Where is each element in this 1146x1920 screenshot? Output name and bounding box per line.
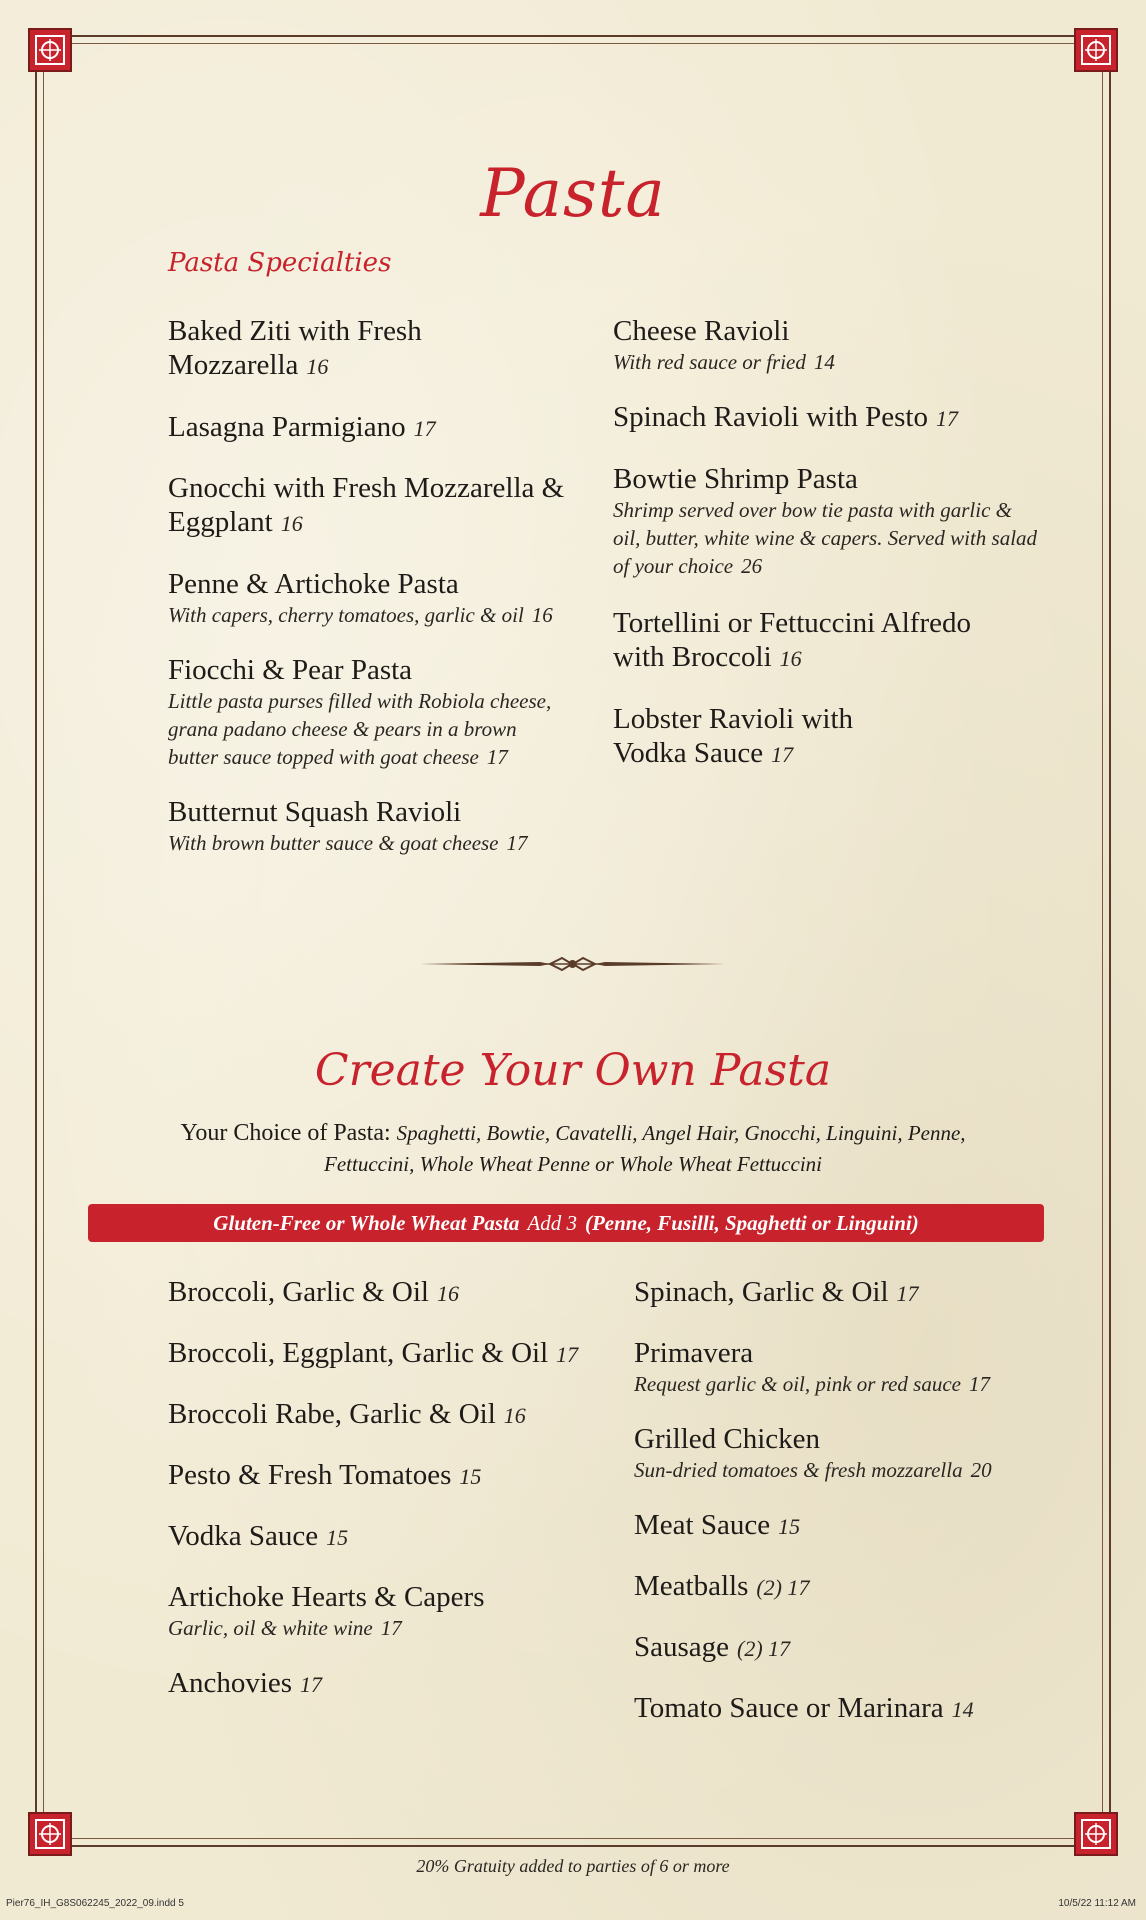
item-name: Penne & Artichoke Pasta [168, 568, 459, 600]
item-name: Tomato Sauce or Marinara [634, 1692, 944, 1724]
item-name: Spinach, Garlic & Oil [634, 1276, 889, 1308]
menu-item [613, 400, 1053, 436]
menu-item [634, 1422, 1054, 1484]
item-name: Bowtie Shrimp Pasta [613, 463, 858, 495]
choice-list: Spaghetti, Bowtie, Cavatelli, Angel Hair, Gnocchi, Linguini, Penne, Fettuccini, Whole Wheat Penne or Whole Wheat Fettuccini [324, 1121, 966, 1176]
item-description: With red sauce or fried [613, 350, 806, 374]
menu-item [168, 1519, 608, 1555]
item-name: Cheese Ravioli [613, 315, 790, 347]
banner-label: Gluten-Free or Whole Wheat Pasta [213, 1211, 520, 1235]
menu-item [168, 410, 568, 446]
create-right-column [634, 1275, 1054, 1727]
item-price: 20 [970, 1458, 992, 1482]
menu-item [613, 462, 1053, 580]
item-price: 17 [380, 1616, 402, 1640]
menu-item [634, 1336, 1054, 1398]
item-price: (2) 17 [756, 1575, 810, 1600]
item-price: 17 [969, 1372, 990, 1396]
item-price: 16 [436, 1281, 459, 1306]
create-heading: Create Your Own Pasta [314, 1045, 832, 1096]
corner-ornament-icon [1074, 28, 1118, 72]
item-price: 15 [778, 1514, 801, 1539]
item-description: Sun-dried tomatoes & fresh mozzarella [634, 1458, 963, 1482]
item-price: 14 [813, 350, 835, 374]
corner-ornament-icon [28, 1812, 72, 1856]
menu-item [168, 471, 568, 541]
item-name: Gnocchi with Fresh Mozzarella & Eggplant [168, 472, 565, 538]
item-description: Garlic, oil & white wine [168, 1616, 373, 1640]
item-description: Little pasta purses filled with Robiola cheese, grana padano cheese & pears in a brown butter sauce topped with goat cheese [168, 689, 552, 769]
item-price: 26 [741, 554, 763, 578]
item-name: Meatballs [634, 1570, 749, 1602]
specialties-right-column [613, 314, 1053, 772]
item-description: With capers, cherry tomatoes, garlic & oil [168, 603, 524, 627]
item-price: 17 [896, 1281, 919, 1306]
menu-item [168, 1666, 608, 1702]
menu-item [634, 1569, 1054, 1605]
item-name: Vodka Sauce [168, 1520, 319, 1552]
item-price: 17 [771, 742, 794, 767]
menu-item [168, 795, 568, 857]
item-name: Meat Sauce [634, 1509, 771, 1541]
menu-item [634, 1691, 1054, 1727]
item-price: 17 [556, 1342, 579, 1367]
item-description: Request garlic & oil, pink or red sauce [634, 1372, 961, 1396]
menu-item [613, 702, 913, 772]
item-name: Butternut Squash Ravioli [168, 796, 462, 828]
item-price: 16 [779, 646, 802, 671]
item-price: 14 [951, 1697, 974, 1722]
item-name: Lasagna Parmigiano [168, 411, 406, 443]
item-price: 16 [531, 603, 553, 627]
pasta-choice [150, 1118, 996, 1180]
item-description: Shrimp served over bow tie pasta with garlic & oil, butter, white wine & capers. Served with salad of your choice [613, 498, 1038, 578]
menu-item [634, 1275, 1054, 1311]
item-price: 17 [413, 416, 436, 441]
create-left-column [168, 1275, 608, 1702]
menu-item [168, 653, 568, 771]
menu-item [634, 1508, 1054, 1544]
item-name: Broccoli Rabe, Garlic & Oil [168, 1398, 496, 1430]
item-name: Spinach Ravioli with Pesto [613, 401, 928, 433]
gratuity-note: 20% Gratuity added to parties of 6 or more [416, 1856, 730, 1876]
menu-item [168, 1336, 608, 1372]
item-name: Artichoke Hearts & Capers [168, 1581, 485, 1613]
menu-item [634, 1630, 1054, 1666]
item-price: 17 [506, 831, 528, 855]
print-slug-file: Pier76_IH_G8S062245_2022_09.indd 5 [6, 1898, 184, 1909]
menu-item [168, 1275, 608, 1311]
item-description: With brown butter sauce & goat cheese [168, 831, 499, 855]
menu-item [613, 606, 1003, 676]
banner-add-price: Add 3 [527, 1211, 577, 1235]
page-title: Pasta [480, 155, 666, 232]
item-price: 16 [306, 354, 329, 379]
divider-ornament-icon [420, 952, 725, 976]
item-name: Pesto & Fresh Tomatoes [168, 1459, 452, 1491]
item-price: 15 [326, 1525, 349, 1550]
menu-item [168, 1580, 608, 1642]
item-price: 15 [459, 1464, 482, 1489]
gluten-free-banner [88, 1204, 1044, 1242]
item-name: Baked Ziti with Fresh Mozzarella [168, 315, 422, 381]
item-name: Fiocchi & Pear Pasta [168, 654, 413, 686]
menu-item [613, 314, 1053, 376]
corner-ornament-icon [1074, 1812, 1118, 1856]
item-name: Grilled Chicken [634, 1423, 821, 1455]
corner-ornament-icon [28, 28, 72, 72]
item-price: 16 [503, 1403, 526, 1428]
specialties-left-column [168, 314, 568, 857]
item-price: (2) 17 [737, 1636, 791, 1661]
menu-item [168, 1458, 608, 1494]
print-slug-date: 10/5/22 11:12 AM [1058, 1898, 1136, 1909]
menu-item [168, 1397, 608, 1433]
item-name: Broccoli, Garlic & Oil [168, 1276, 429, 1308]
item-price: 16 [280, 511, 303, 536]
item-name: Broccoli, Eggplant, Garlic & Oil [168, 1337, 549, 1369]
specialties-heading: Pasta Specialties [168, 248, 392, 278]
item-name: Lobster Ravioli with Vodka Sauce [613, 703, 854, 769]
banner-options: (Penne, Fusilli, Spaghetti or Linguini) [584, 1211, 919, 1235]
menu-item [168, 314, 568, 384]
item-price: 17 [935, 406, 958, 431]
item-price: 17 [486, 745, 508, 769]
menu-item [168, 567, 568, 629]
choice-label: Your Choice of Pasta: [180, 1120, 391, 1146]
item-name: Sausage [634, 1631, 730, 1663]
item-name: Anchovies [168, 1667, 293, 1699]
item-name: Primavera [634, 1337, 754, 1369]
item-name: Tortellini or Fettuccini Alfredo with Broccoli [613, 607, 971, 673]
item-price: 17 [300, 1672, 323, 1697]
